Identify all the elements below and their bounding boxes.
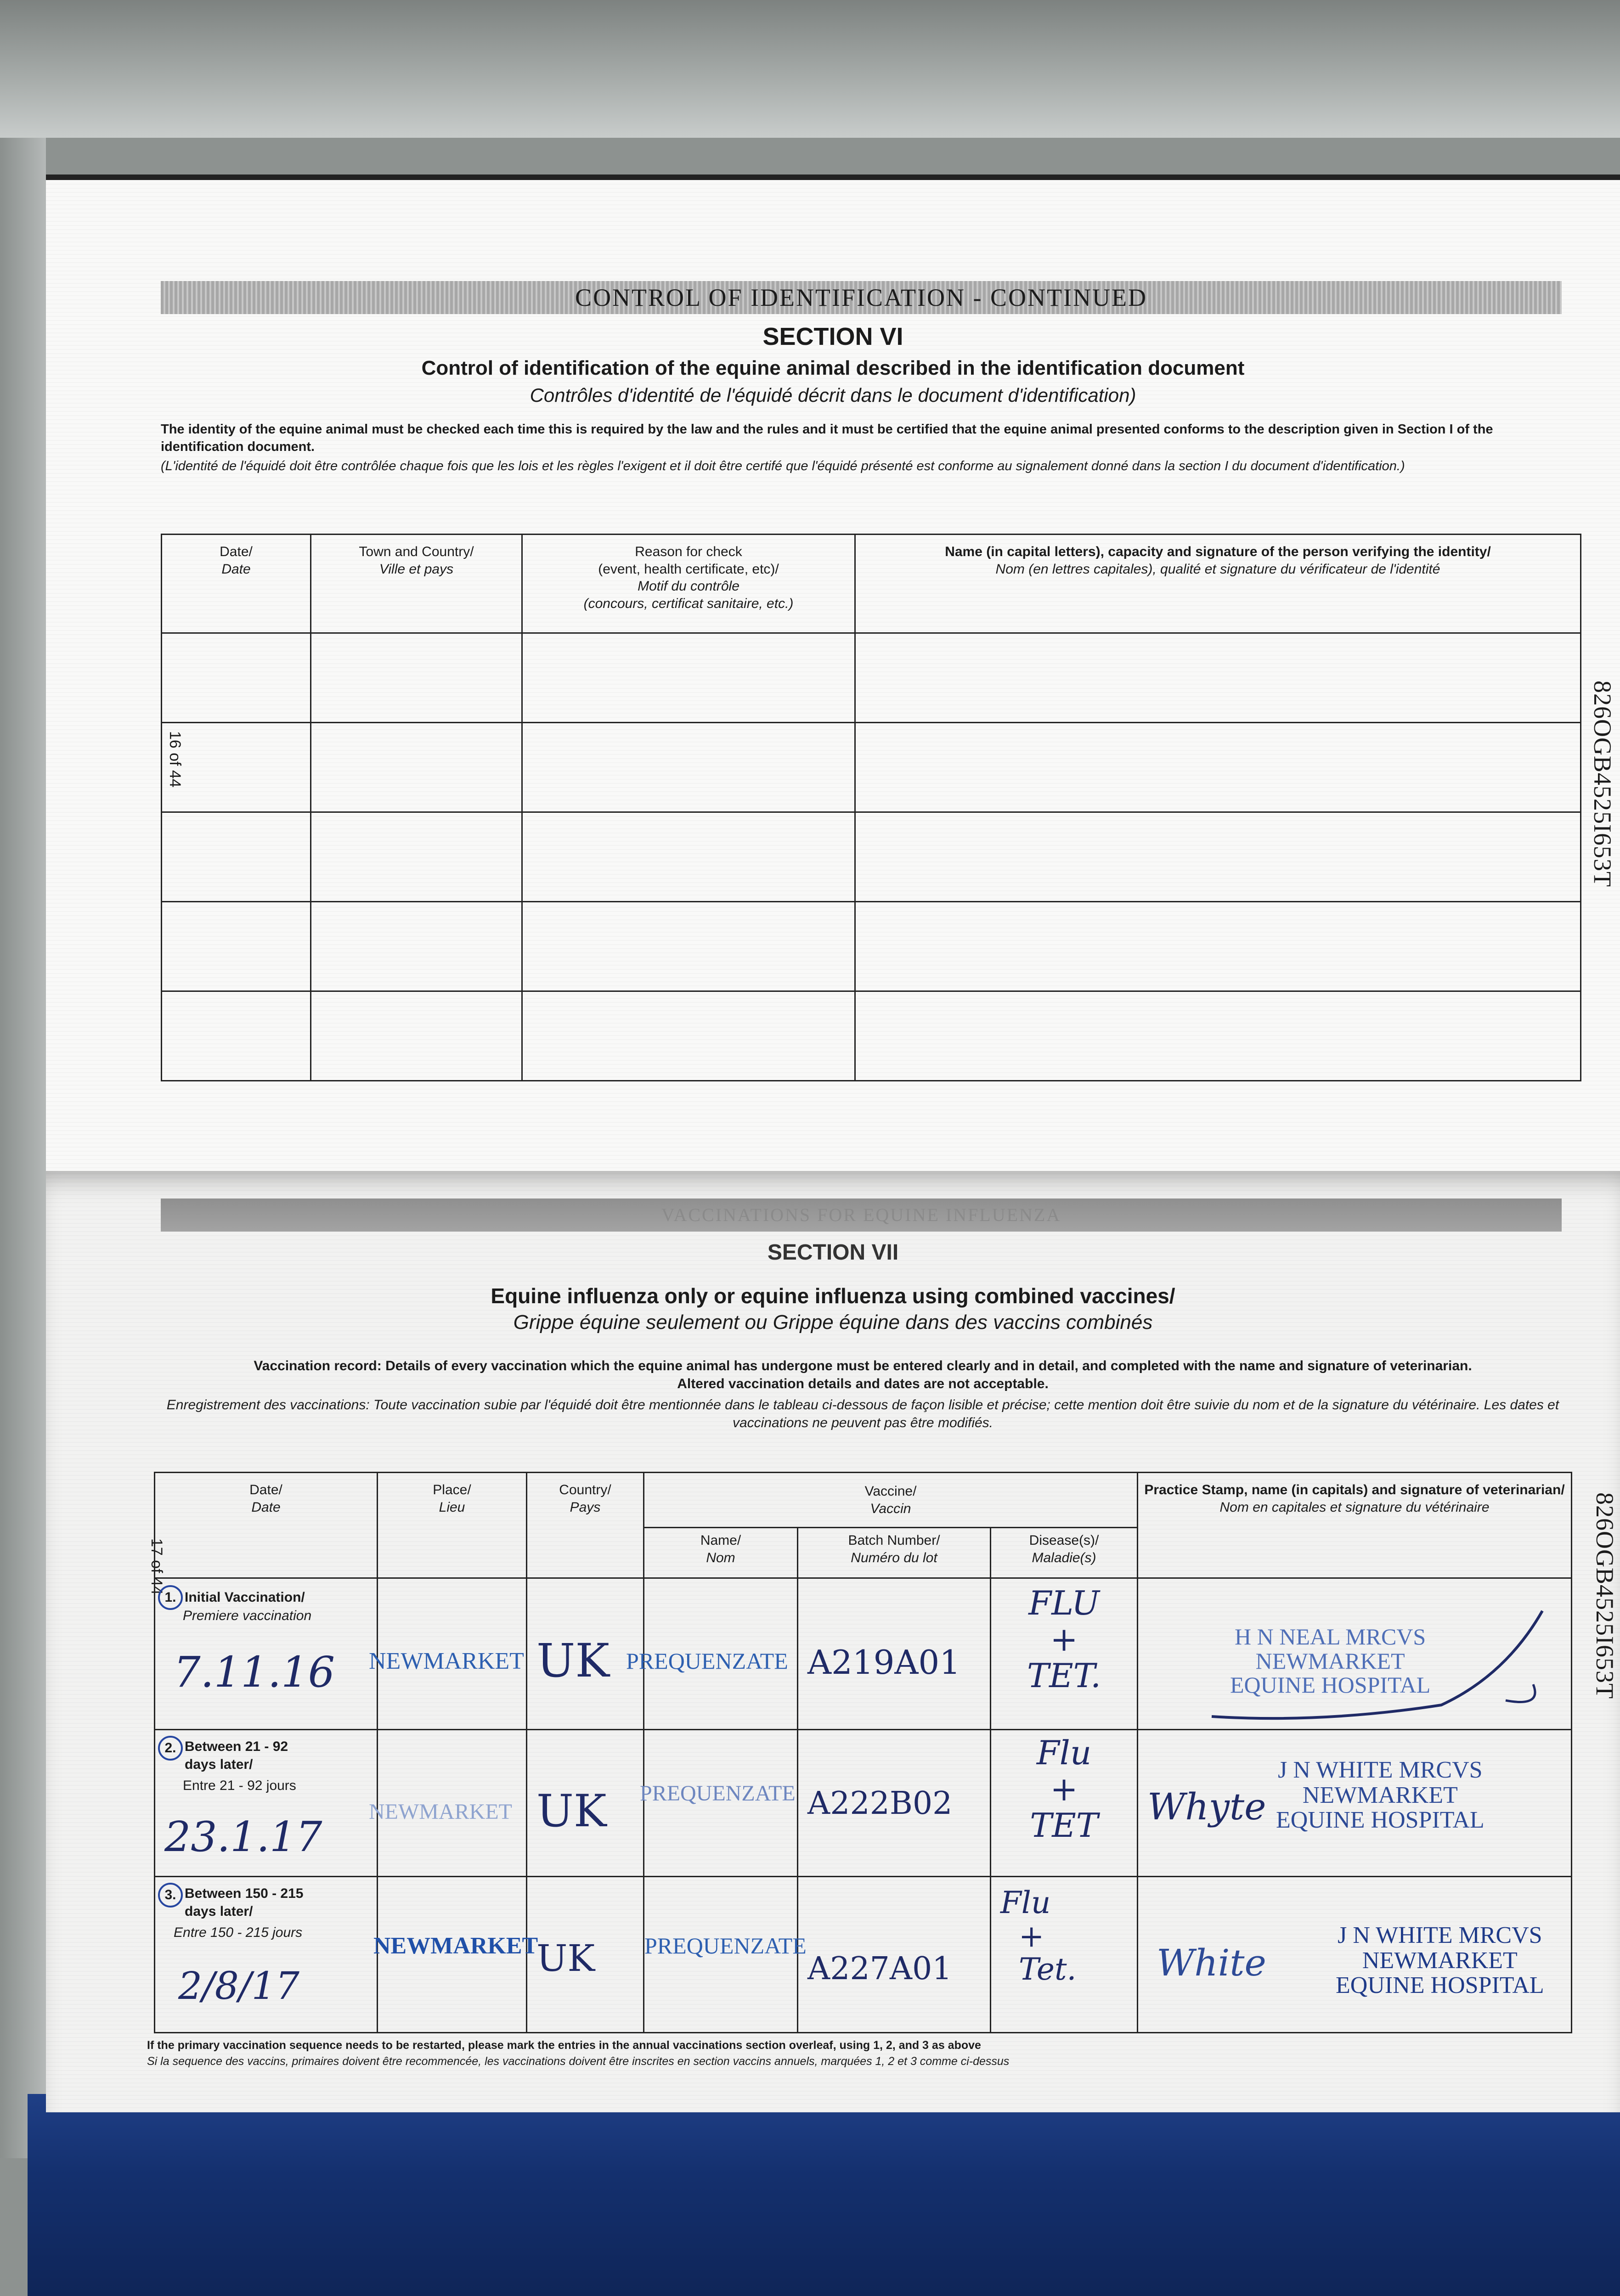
section-heading-en: Equine influenza only or equine influenza using combined vaccines/ bbox=[491, 1284, 1175, 1308]
record-note-fr: Enregistrement des vaccinations: Toute vaccination subie par l'équidé doit être mentionnée dans le tableau ci-dessous de façon lisible et précise; cette mention doit être suivie du nom et de la signature du vétérinaire. Les dates et vaccinations ne peuvent pas être modifiés. bbox=[166, 1397, 1559, 1430]
table-row bbox=[155, 1730, 1572, 1877]
vaccination-place: NEWMARKET bbox=[373, 1933, 538, 1959]
section-heading-fr: Grippe équine seulement ou Grippe équine dans des vaccins combinés bbox=[513, 1311, 1153, 1334]
row-number: 3. bbox=[158, 1883, 183, 1908]
practice-stamp: J N WHITE MRCVS NEWMARKET EQUINE HOSPITAL bbox=[1276, 1757, 1485, 1834]
header-practice-stamp: Practice Stamp, name (in capitals) and signature of veterinarian/ Nom en capitales et signature du vétérinaire bbox=[1138, 1473, 1572, 1578]
vaccine-name: PREQUENZATE bbox=[644, 1933, 807, 1958]
intro-en: The identity of the equine animal must be checked each time this is required by the law and the rules and it must be certified that the equine animal presented conforms to the description given in Section I of the identification document. bbox=[161, 422, 1493, 454]
vaccine-name: PREQUENZATE bbox=[640, 1781, 796, 1806]
table-row bbox=[162, 812, 1581, 902]
row-label-en: Between 21 - 92 days later/ bbox=[185, 1739, 288, 1772]
table-header-row bbox=[162, 535, 1581, 633]
page-number: 17 of 44 bbox=[148, 1538, 165, 1595]
veterinarian-signature: White bbox=[1157, 1941, 1266, 1984]
table-row bbox=[162, 633, 1581, 723]
header-vaccine: Vaccine/ Vaccin bbox=[644, 1473, 1138, 1528]
diseases: Flu + TET bbox=[1030, 1733, 1098, 1845]
practice-stamp: H N NEAL MRCVS NEWMARKET EQUINE HOSPITAL bbox=[1230, 1624, 1431, 1698]
signature-mark bbox=[1184, 1593, 1565, 1730]
section-heading-en: Control of identification of the equine animal described in the identification document bbox=[421, 357, 1245, 379]
vaccination-place: NEWMARKET bbox=[369, 1648, 524, 1674]
header-reason: Reason for check (event, health certificate, etc)/ Motif du contrôle (concours, certificat sanitaire, etc.) bbox=[522, 535, 855, 633]
table-row bbox=[162, 902, 1581, 991]
header-date: Date/ Date bbox=[162, 535, 311, 633]
practice-stamp: J N WHITE MRCVS NEWMARKET EQUINE HOSPITAL bbox=[1336, 1922, 1544, 1999]
plastic-sleeve-left bbox=[0, 138, 46, 2158]
table-header-row bbox=[155, 1473, 1572, 1528]
row-number: 1. bbox=[158, 1585, 183, 1610]
row-label-fr: Entre 150 - 215 jours bbox=[174, 1925, 303, 1940]
table-row bbox=[155, 1578, 1572, 1730]
footnote-fr: Si la sequence des vaccins, primaires doivent être recommencée, les vaccinations doivent être inscrites en section vaccins annuels, marquées 1, 2 et 3 comme ci-dessus bbox=[147, 2055, 1010, 2068]
footnote-en: If the primary vaccination sequence needs to be restarted, please mark the entries in the annual vaccinations section overleaf, using 1, 2, and 3 as above bbox=[147, 2039, 981, 2052]
vaccination-country: UK bbox=[536, 1937, 595, 1980]
page-17 bbox=[46, 1171, 1620, 2112]
practice-stamp-cell bbox=[1138, 1730, 1572, 1877]
page-16 bbox=[46, 174, 1620, 1176]
page-number: 16 of 44 bbox=[166, 731, 184, 788]
record-note-en: Vaccination record: Details of every vaccination which the equine animal has undergone must be entered clearly and in detail, and completed with the name and signature of veterinarian. Altered vaccination details and dates are not acceptable. bbox=[254, 1358, 1472, 1391]
header-place: Place/ Lieu bbox=[378, 1473, 527, 1578]
section-banner: VACCINATIONS FOR EQUINE INFLUENZA bbox=[161, 1199, 1562, 1232]
row-3-date-cell bbox=[155, 1877, 378, 2033]
header-verifier: Name (in capital letters), capacity and signature of the person verifying the identity/ Nom (en lettres capitales), qualité et signature du vérificateur de l'identité bbox=[855, 535, 1581, 633]
row-number: 2. bbox=[158, 1736, 183, 1761]
row-label-en: Initial Vaccination/ bbox=[185, 1590, 305, 1605]
table-row bbox=[162, 991, 1581, 1081]
section-banner: CONTROL OF IDENTIFICATION - CONTINUED bbox=[161, 281, 1562, 314]
practice-stamp-cell bbox=[1138, 1578, 1572, 1730]
section-title: SECTION VI bbox=[762, 323, 903, 350]
serial-number: 826OGB4525I653T bbox=[1591, 1492, 1619, 1699]
header-date: Date/ Date bbox=[155, 1473, 378, 1578]
batch-number: A227A01 bbox=[807, 1951, 952, 1987]
veterinarian-signature: Whyte bbox=[1147, 1785, 1266, 1828]
section-title: SECTION VII bbox=[767, 1240, 899, 1265]
vaccination-date: 2/8/17 bbox=[178, 1964, 299, 2008]
vaccination-date: 23.1.17 bbox=[164, 1813, 322, 1861]
row-1-date-cell bbox=[155, 1578, 378, 1730]
identity-check-table bbox=[161, 534, 1581, 1081]
header-batch-number: Batch Number/ Numéro du lot bbox=[798, 1528, 991, 1578]
batch-number: A222B02 bbox=[807, 1785, 953, 1822]
header-town-country: Town and Country/ Ville et pays bbox=[311, 535, 522, 633]
header-country: Country/ Pays bbox=[527, 1473, 644, 1578]
passport-cover bbox=[28, 2094, 1620, 2296]
serial-number: 826OGB4525I653T bbox=[1589, 681, 1616, 887]
vaccination-place: NEWMARKET bbox=[369, 1800, 512, 1824]
plastic-sleeve-top bbox=[0, 0, 1620, 138]
vaccine-name: PREQUENZATE bbox=[626, 1648, 788, 1674]
diseases: Flu + Tet. bbox=[1000, 1885, 1077, 1987]
table-row bbox=[155, 1877, 1572, 2033]
vaccination-country: UK bbox=[536, 1785, 607, 1837]
header-vaccine-name: Name/ Nom bbox=[644, 1528, 798, 1578]
row-label-en: Between 150 - 215 days later/ bbox=[185, 1886, 304, 1919]
header-diseases: Disease(s)/ Maladie(s) bbox=[991, 1528, 1138, 1578]
vaccination-table bbox=[154, 1472, 1572, 2033]
diseases: FLU + TET. bbox=[1027, 1584, 1101, 1695]
row-2-date-cell bbox=[155, 1730, 378, 1877]
table-row bbox=[162, 723, 1581, 812]
intro-fr: (L'identité de l'équidé doit être contrôlée chaque fois que les lois et les règles l'exigent et il doit être certifé que l'équidé présenté est conforme au signalement donné dans la section I du document d'identification.) bbox=[161, 459, 1405, 473]
row-label-fr: Premiere vaccination bbox=[183, 1608, 312, 1623]
practice-stamp-cell bbox=[1138, 1877, 1572, 2033]
row-label-fr: Entre 21 - 92 jours bbox=[183, 1778, 296, 1793]
section-heading-fr: Contrôles d'identité de l'équidé décrit dans le document d'identification) bbox=[530, 384, 1136, 406]
vaccination-date: 7.11.16 bbox=[174, 1648, 335, 1697]
vaccination-country: UK bbox=[536, 1634, 610, 1688]
batch-number: A219A01 bbox=[807, 1643, 961, 1682]
